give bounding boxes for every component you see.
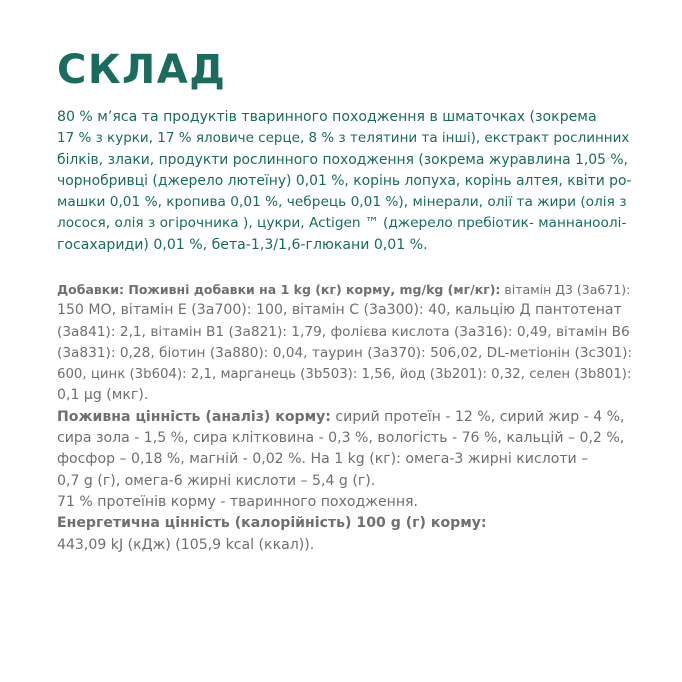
composition-text (57, 107, 632, 256)
nutrition-line: сира зола - 1,5 %, сира клітковина - 0,3 %, вологість - 76 %, кальцій – 0,2 %, (57, 430, 625, 447)
composition-line: 80 % м’яса та продуктів тваринного походження в шматочках (зокрема (57, 109, 597, 125)
composition-line: госахариди) 0,01 %, бета-1,3/1,6-глюкани 0,01 %. (57, 236, 428, 253)
nutrition-line: 71 % протеїнів корму - тваринного походження. (57, 493, 419, 510)
nutrition-line: фосфор – 0,18 %, магній - 0,02 %. На 1 kg (кг): омега-3 жирні кислоти – (57, 451, 589, 468)
nutrition-heading: Поживна цінність (аналіз) корму: (57, 408, 331, 425)
nutrition-text: сирий протеїн - 12 %, сирий жир - 4 %, (330, 408, 625, 425)
composition-line: чорнобривці (джерело лютеїну) 0,01 %, корінь лопуха, корінь алтея, квіти ро- (57, 172, 632, 189)
composition-line: лосося, олія з огірочника ), цукри, Actigen ™ (джерело пребіотик- маннаноолі- (57, 215, 627, 232)
additives-heading: Добавки: Поживні добавки на 1 kg (кг) корму, mg/kg (мг/кг): (57, 282, 501, 297)
additives-line: (3а841): 2,1, вітамін В1 (3а821): 1,79, фолієва кислота (3а316): 0,49, вітамін В6 (57, 323, 630, 340)
composition-line: машки 0,01 %, кропива 0,01 %, чебрець 0,01 %), мінерали, олії та жири (олія з (57, 194, 627, 211)
energy-line (57, 513, 632, 534)
additives-section (57, 279, 632, 556)
additives-line: 0,1 µg (мкг). (57, 387, 149, 404)
additives-text: вітамін Д3 (3а671): (500, 282, 631, 297)
nutrition-line (57, 407, 632, 428)
energy-heading: Енергетична цінність (калорійність) 100 g (г) корму: (57, 515, 487, 532)
page-title: СКЛАД (57, 47, 227, 93)
energy-value: 443,09 kJ (кДж) (105,9 kcal (ккал)). (57, 536, 315, 553)
composition-line: 17 % з курки, 17 % яловиче серце, 8 % з телятини та інші), екстракт рослинних (57, 130, 630, 147)
additives-line: (3а831): 0,28, біотин (3а880): 0,04, таурин (3а370): 506,02, DL-метіонін (3c301): (57, 344, 633, 361)
nutrition-line: 0,7 g (г), омега-6 жирні кислоти – 5,4 g (г). (57, 472, 376, 489)
composition-line: білків, злаки, продукти рослинного походження (зокрема журавлина 1,05 %, (57, 151, 628, 168)
additives-line: 150 МО, вітамін Е (3а700): 100, вітамін С (3а300): 40, кальцію Д пантотенат (57, 302, 622, 319)
additives-line (57, 279, 632, 300)
additives-line: 600, цинк (3b604): 2,1, марганець (3b503): 1,56, йод (3b201): 0,32, селен (3b801): (57, 367, 632, 383)
